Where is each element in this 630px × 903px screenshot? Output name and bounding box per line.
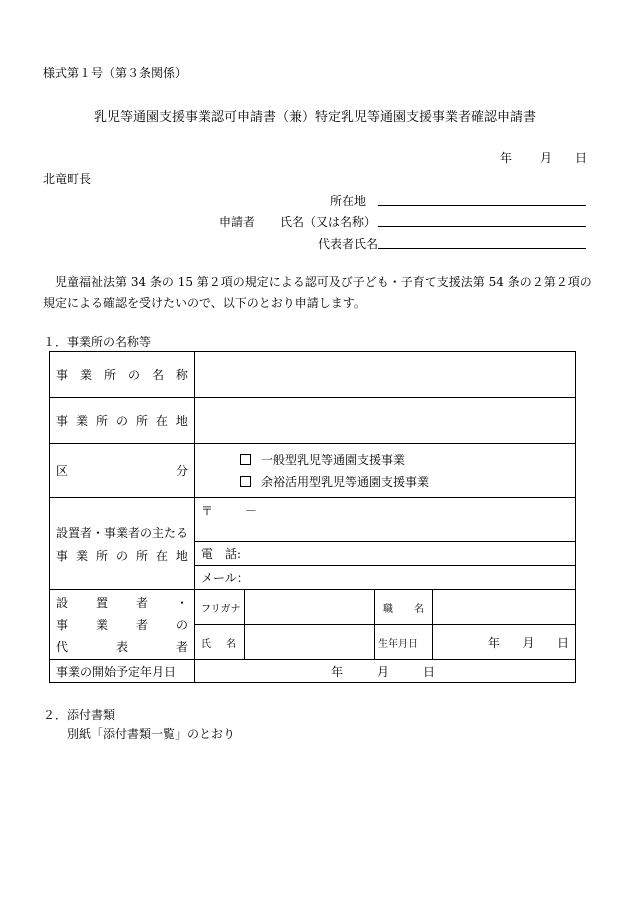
addressee: 北竜町長: [43, 172, 92, 186]
representative-label: 代表者氏名: [318, 237, 379, 251]
main-office-label: [50, 498, 195, 590]
address-label: 所在地: [330, 194, 367, 208]
start-date-label: 事業の開始予定年月日: [50, 660, 195, 683]
phone-label: 電 話:: [201, 547, 242, 561]
row-representative-furigana: [50, 590, 576, 625]
postal-address-input[interactable]: [195, 498, 576, 542]
section1-heading: １．事業所の名称等: [43, 335, 152, 349]
birthdate-input[interactable]: 年 月 日: [433, 625, 576, 660]
applicant-label: 申請者: [219, 215, 256, 229]
category-option-surplus[interactable]: 余裕活用型乳児等通園支援事業: [240, 471, 575, 493]
document-title: 乳児等通園支援事業認可申請書（兼）特定乳児等通園支援事業者確認申請書: [93, 110, 536, 125]
furigana-label: フリガナ: [195, 590, 245, 625]
facility-location-input[interactable]: [195, 398, 576, 444]
rep-label-line1: 設 置 者 ・: [56, 595, 188, 610]
category-options: [195, 444, 576, 498]
name-line[interactable]: [378, 226, 586, 227]
furigana-input[interactable]: [245, 590, 375, 625]
email-label: メール：: [201, 571, 249, 585]
email-input[interactable]: [195, 566, 576, 590]
postal-mark: 〒: [201, 504, 214, 518]
intro-line-2: 規定による確認を受けたいので、以下のとおり申請します。: [43, 296, 366, 310]
rep-label-line2: 事 業 者 の: [56, 617, 188, 632]
position-input[interactable]: [433, 590, 576, 625]
position-label: 職 名: [375, 590, 433, 625]
checkbox-icon[interactable]: [240, 454, 251, 465]
main-office-label-line2: 事 業 所 の 所 在 地: [56, 548, 188, 563]
row-category: [50, 444, 576, 498]
intro-line-1: 児童福祉法第 34 条の 15 第２項の規定による認可及び子ども・子育て支援法第 54 条の２第２項の: [55, 275, 592, 289]
row-facility-location: [50, 398, 576, 444]
name-label: 氏名（又は名称）: [280, 215, 377, 229]
date-day-label: 日: [575, 151, 588, 165]
phone-input[interactable]: [195, 542, 576, 566]
main-office-label-line1: 設置者・事業者の主たる: [56, 525, 189, 540]
checkbox-icon[interactable]: [240, 476, 251, 487]
representative-line[interactable]: [378, 248, 586, 249]
facility-table: [49, 351, 576, 683]
category-label: [50, 444, 195, 498]
section2-heading: ２．添付書類: [43, 708, 116, 722]
form-number: 様式第１号（第３条関係）: [43, 66, 188, 80]
date-year-label: 年: [500, 151, 513, 165]
facility-name-label: [50, 352, 195, 398]
facility-location-label: [50, 398, 195, 444]
row-start-date: [50, 660, 576, 683]
person-name-input[interactable]: [245, 625, 375, 660]
row-main-office-postal: [50, 498, 576, 542]
postal-dash: －: [244, 504, 257, 518]
address-line[interactable]: [378, 205, 586, 206]
attachments-note: 別紙「添付書類一覧」のとおり: [67, 727, 236, 741]
category-text: 区 分: [56, 464, 188, 478]
representative-label-cell: [50, 590, 195, 660]
row-facility-name: [50, 352, 576, 398]
facility-name-input[interactable]: [195, 352, 576, 398]
rep-label-line3: 代 表 者: [56, 639, 188, 654]
facility-name-text: 事 業 所 の 名 称: [56, 368, 188, 382]
start-date-input[interactable]: 年 月 日: [195, 660, 576, 683]
birthdate-label: 生年月日: [375, 625, 433, 660]
facility-location-text: 事 業 所 の 所 在 地: [56, 414, 188, 428]
date-month-label: 月: [540, 151, 553, 165]
person-name-label: 氏 名: [195, 625, 245, 660]
category-option-general[interactable]: 一般型乳児等通園支援事業: [240, 449, 575, 471]
